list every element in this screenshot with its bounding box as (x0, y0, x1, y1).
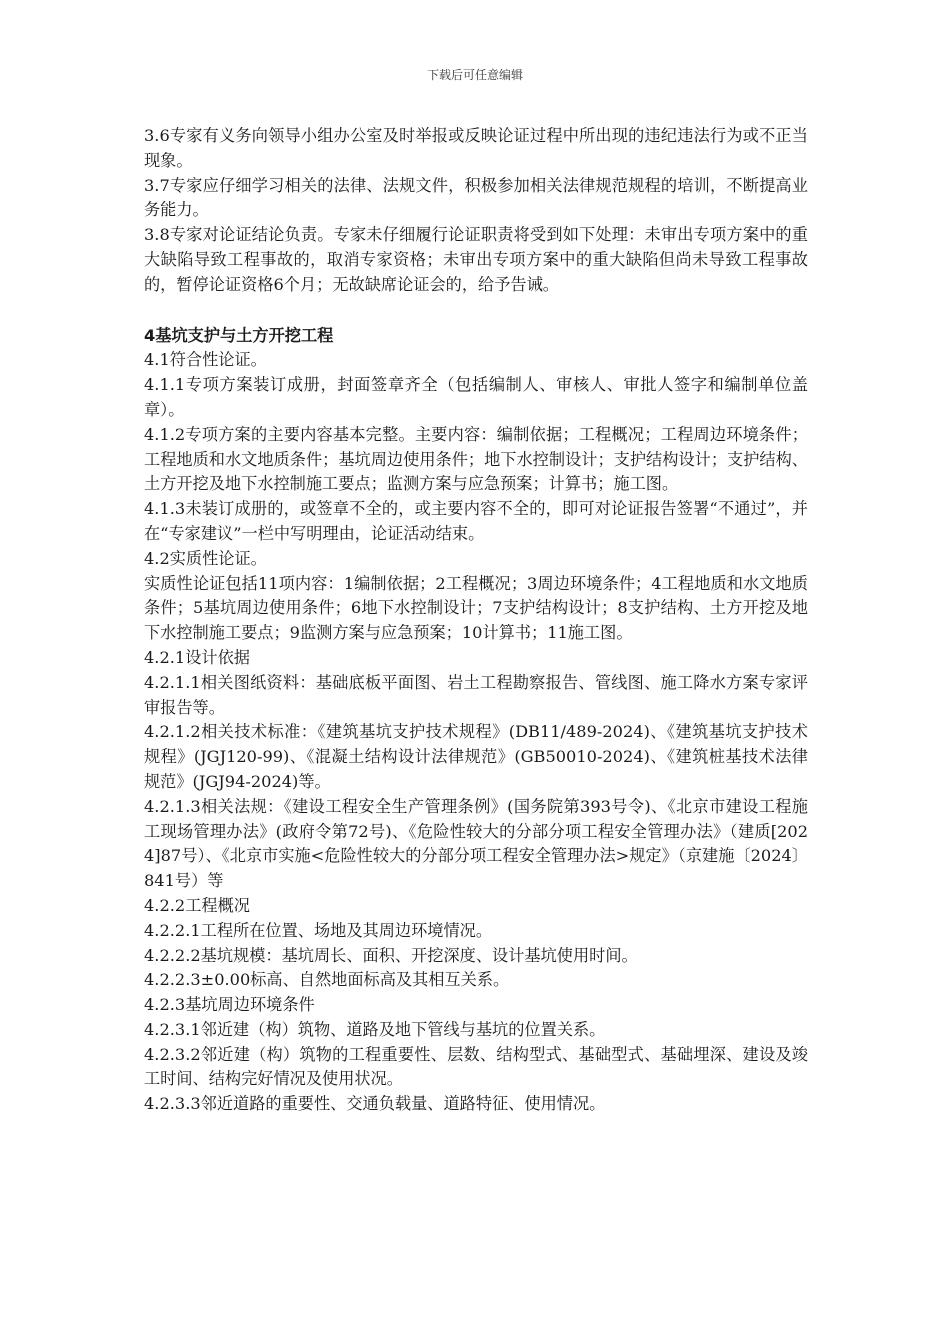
paragraph-4-2-intro: 实质性论证包括11项内容：1编制依据；2工程概况；3周边环境条件；4工程地质和水文地质条件；5基坑周边使用条件；6地下水控制设计；7支护结构设计；8支护结构、土方开挖及地下水控制施工要点；9监测方案与应急预案；10计算书；11施工图。 (144, 573, 808, 643)
paragraph-4-2-1-3: 4.2.1.3相关法规：《建设工程安全生产管理条例》(国务院第393号令)、《北京市建设工程施工现场管理办法》(政府令第72号)、《危险性较大的分部分项工程安全管理办法》（建质[2024]87号）、《北京市实施<危险性较大的分部分项工程安全管理办法>规定》（京建施〔2024〕841号）等 (144, 796, 808, 891)
page-header: 下载后可任意编辑 (426, 68, 523, 82)
paragraph-4-2-2: 4.2.2工程概况 (144, 895, 250, 915)
paragraph-4-2-2-1: 4.2.2.1工程所在位置、场地及其周边环境情况。 (144, 920, 493, 940)
paragraph-4-2-1-2: 4.2.1.2相关技术标准：《建筑基坑支护技术规程》(DB11/489-2024)、《建筑基坑支护技术规程》(JGJ120-99)、《混凝土结构设计法律规范》(GB50010-2024)、《建筑桩基技术法律规范》(JGJ94-2024)等。 (144, 722, 808, 791)
document-body (144, 124, 808, 1117)
paragraph-3-7: 3.7专家应仔细学习相关的法律、法规文件，积极参加相关法律规范规程的培训，不断提高业务能力。 (144, 175, 808, 220)
paragraph-4-2-3-1: 4.2.3.1邻近建（构）筑物、道路及地下管线与基坑的位置关系。 (144, 1019, 606, 1039)
paragraph-4-2-2-3: 4.2.2.3±0.00标高、自然地面标高及其相互关系。 (144, 970, 510, 990)
paragraph-4-2-3-3: 4.2.3.3邻近道路的重要性、交通负载量、道路特征、使用情况。 (144, 1094, 606, 1114)
paragraph-3-6: 3.6专家有义务向领导小组办公室及时举报或反映论证过程中所出现的违纪违法行为或不正当现象。 (144, 126, 808, 170)
paragraph-4-2-3: 4.2.3基坑周边环境条件 (144, 995, 315, 1015)
paragraph-4-2-3-2: 4.2.3.2邻近建（构）筑物的工程重要性、层数、结构型式、基础型式、基础埋深、建设及竣工时间、结构完好情况及使用状况。 (144, 1044, 808, 1089)
paragraph-4-1: 4.1符合性论证。 (144, 350, 267, 370)
paragraph-4-2-1: 4.2.1设计依据 (144, 647, 250, 667)
paragraph-4-2-1-1: 4.2.1.1相关图纸资料：基础底板平面图、岩土工程勘察报告、管线图、施工降水方案专家评审报告等。 (144, 672, 808, 717)
paragraph-3-8: 3.8专家对论证结论负责。专家未仔细履行论证职责将受到如下处理：未审出专项方案中的重大缺陷导致工程事故的，取消专家资格；未审出专项方案中的重大缺陷但尚未导致工程事故的，暂停论证资格6个月；无故缺席论证会的，给予告诫。 (144, 225, 808, 294)
section-4-heading: 4基坑支护与土方开挖工程 (144, 325, 334, 345)
paragraph-4-1-1: 4.1.1专项方案装订成册，封面签章齐全（包括编制人、审核人、审批人签字和编制单位盖章）。 (144, 375, 808, 419)
paragraph-4-1-2: 4.1.2专项方案的主要内容基本完整。主要内容：编制依据；工程概况；工程周边环境条件；工程地质和水文地质条件；基坑周边使用条件；地下水控制设计；支护结构设计；支护结构、土方开挖及地下水控制施工要点；监测方案与应急预案；计算书；施工图。 (144, 424, 808, 494)
paragraph-4-1-3: 4.1.3未装订成册的，或签章不全的，或主要内容不全的，即可对论证报告签署“不通过”，并在“专家建议”一栏中写明理由，论证活动结束。 (144, 499, 808, 543)
paragraph-4-2-2-2: 4.2.2.2基坑规模：基坑周长、面积、开挖深度、设计基坑使用时间。 (144, 945, 638, 965)
paragraph-4-2: 4.2实质性论证。 (144, 548, 267, 568)
